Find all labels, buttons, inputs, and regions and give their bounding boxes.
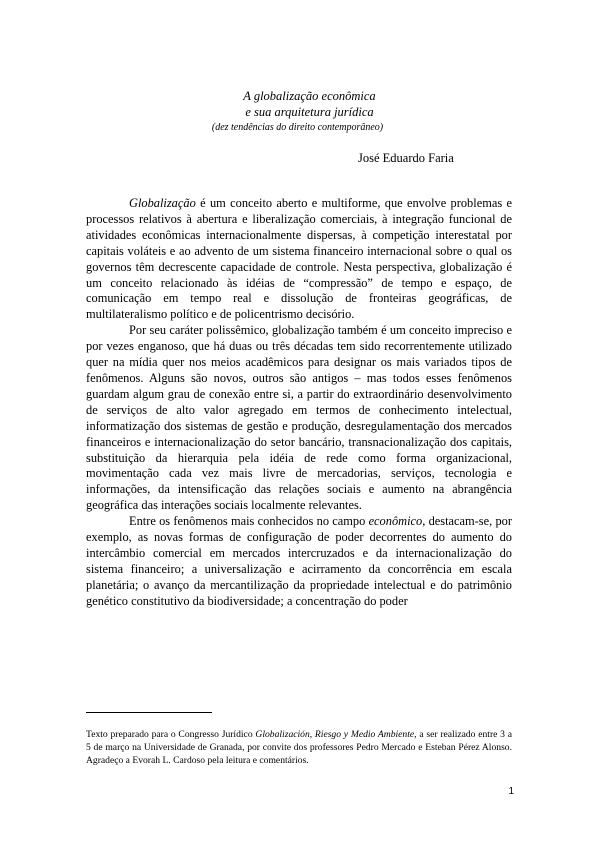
footnote (86, 728, 512, 768)
paragraph-1 (86, 196, 512, 323)
subtitle: (dez tendências do direito contemporâneo) (211, 122, 384, 133)
paragraph-3 (86, 514, 512, 609)
paragraph-1-text: é um conceito aberto e multiforme, que envolve problemas e processos relativos à abertura e liberalização comerciais, à integração funcional de atividades econômicas internacionalmente dispersas, à competição interestatal por capitais voláteis e ao advento de um sistema financeiro internacional sobre o qual os governos têm decrescente capacidade de controle. Nesta perspectiva, globalização é um conceito relacionado às idéias de “compressão” de tempo e espaço, de comunicação em tempo real e dissolução de fronteiras geográficas, de multilateralismo político e de policentrismo decisório. (86, 196, 512, 322)
footnote-divider (86, 712, 212, 713)
page-number: 1 (508, 786, 514, 797)
paragraph-3-start: Entre os fenômenos mais conhecidos no campo (129, 514, 369, 529)
footnote-italic: Globalización, Riesgo y Medio Ambiente (255, 729, 415, 740)
author-name: José Eduardo Faria (358, 151, 454, 165)
paragraph-2: Por seu caráter polissêmico, globalização também é um conceito impreciso e por vezes enganoso, que há duas ou três décadas tem sido recorrentemente utilizado quer na mídia quer nos meios acadêmicos para designar os mais variados tipos de fenômenos. Alguns são novos, outros são antigos – mas todos esses fenômenos guardam algum grau de conexão entre si, a partir do extraordinário desenvolvimento de serviços de alto valor agregado em termos de conhecimento intelectual, informatização dos sistemas de gestão e produção, desregulamentação dos mercados financeiros e internacionalização do setor bancário, transnacionalização dos capitais, substituição da hierarquia pela idéia de rede como forma organizacional, movimentação cada vez mais livre de mercadorias, serviços, tecnologia e informações, da intensificação das relações sociais e aumento na abrangência geográfica das interações sociais localmente relevantes. (86, 323, 512, 513)
body-text (86, 196, 512, 610)
paragraph-1-italic: Globalização (129, 196, 196, 210)
footnote-start: Texto preparado para o Congresso Jurídico (86, 729, 256, 740)
paragraph-3-italic: econômico (368, 514, 423, 529)
title-line-1: A globalização econômica (243, 89, 376, 103)
footnote-text: , a ser realizado entre 3 a 5 de março na Universidade de Granada, por convite dos professores Pedro Mercado e Esteban Pérez Alonso. Agradeço a Evorah L. Cardoso pela leitura e comentários. (86, 729, 513, 767)
title-line-2: e sua arquitetura jurídica (245, 105, 374, 119)
paragraph-3-text: , destacam-se, por exemplo, as novas formas de configuração de poder decorrentes do aumento do intercâmbio comercial em mercados intercruzados e da internacionalização do sistema financeiro; a universalização e acirramento da concorrência em escala planetária; o avanço da mercantilização da propriedade intelectual e do patrimônio genético constitutivo da biodiversidade; a concentração do poder (86, 514, 512, 608)
